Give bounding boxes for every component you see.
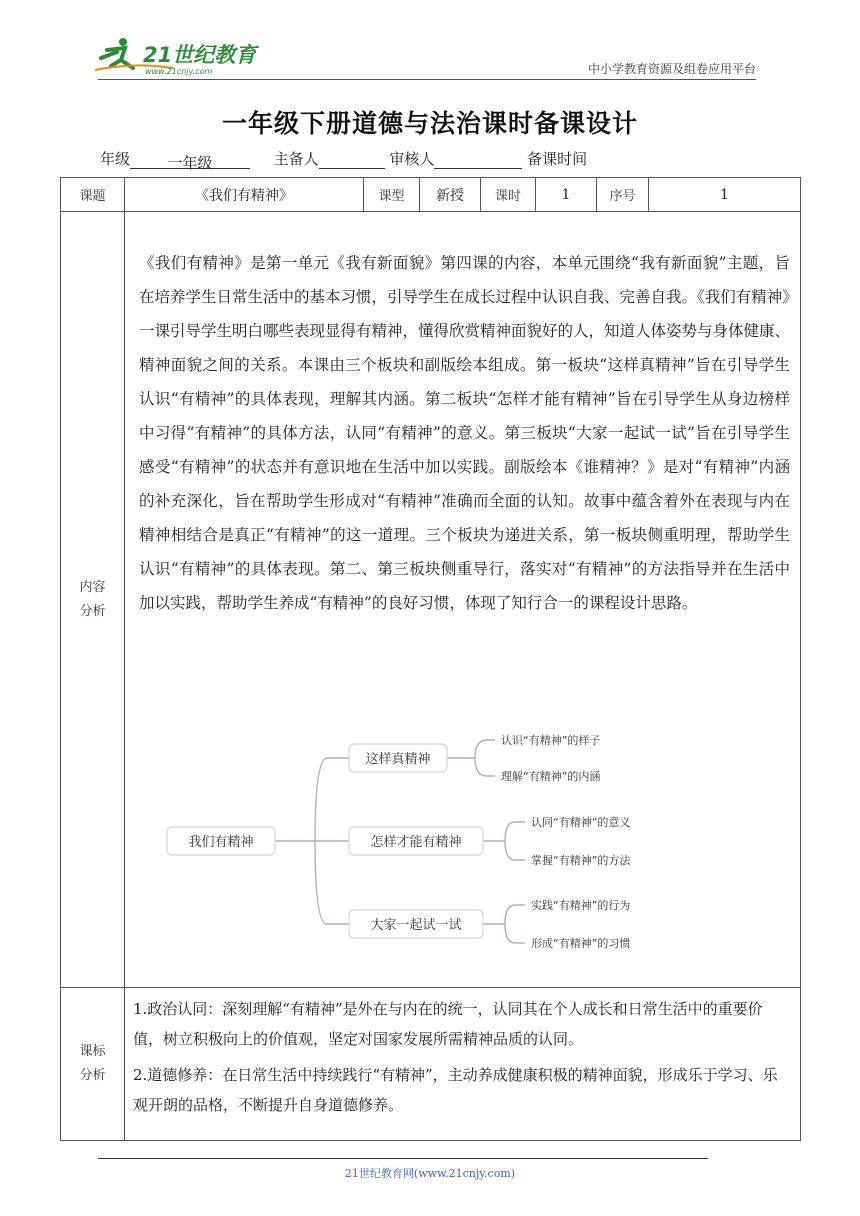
seq-label: 序号 xyxy=(597,178,649,212)
reviewer-blank xyxy=(434,152,522,169)
footer-text: 21世纪教育网(www.21cnjy.com) xyxy=(344,1167,516,1180)
content-paragraph: 《我们有精神》是第一单元《我有新面貌》第四课的内容，本单元围绕“我有新面貌”主题，旨在培养学生日常生活中的基本习惯，引导学生在成长过程中认识自我、完善自我。《我们有精神》一课引导学生明白哪些表现显得有精神，懂得欣赏精神面貌好的人，知道人体姿势与身体健康、精神面貌之间的关系。本课由三个板块和副版绘本组成。第一板块“这样真精神”旨在引导学生认识“有精神”的具体表现，理解其内涵。第二板块“怎样才能有精神”旨在引导学生从身边榜样中习得“有精神”的具体方法，认同“有精神”的意义。第三板块“大家一起试一试”旨在引导学生感受“有精神”的状态并有意识地在生活中加以实践。副版绘本《谁精神？》是对“有精神”内涵的补充深化，旨在帮助学生形成对“有精神”准确而全面的认知。故事中蕴含着外在表现与内在精神相结合是真正“有精神”的这一道理。三个板块为递进关系，第一板块侧重明理，帮助学生认识“有精神”的具体表现。第二、第三板块侧重导行，落实对“有精神”的方法指导并在生活中加以实践，帮助学生养成“有精神”的良好习惯，体现了知行合一的课程设计思路。 xyxy=(139,254,791,612)
branch-2: 怎样才能有精神 xyxy=(370,835,462,850)
reviewer-label: 审核人 xyxy=(389,150,435,168)
preparer-label: 主备人 xyxy=(273,150,319,168)
leaf-3-1: 实践“有精神”的行为 xyxy=(531,899,631,912)
period-value: 1 xyxy=(536,178,597,212)
standards-label xyxy=(61,988,125,1141)
grade-label: 年级 xyxy=(100,150,131,168)
header-divider xyxy=(98,79,756,80)
leaf-2-1: 认同“有精神”的意义 xyxy=(531,816,631,829)
type-label: 课型 xyxy=(364,178,420,212)
standard-item-1: 1.政治认同：深刻理解“有精神”是外在与内在的统一，认同其在个人成长和日常生活中的重要价值，树立积极向上的价值观，坚定对国家发展所需精神品质的认同。 xyxy=(133,1000,763,1048)
leaf-3-2: 形成“有精神”的习惯 xyxy=(531,937,631,950)
standard-item-2: 2.道德修养：在日常生活中持续践行“有精神”，主动养成健康积极的精神面貌，形成乐于学习、乐观开朗的品格，不断提升自身道德修养。 xyxy=(133,1066,778,1114)
time-label: 备课时间 xyxy=(527,150,588,168)
branch-1: 这样真精神 xyxy=(365,752,431,767)
topic-label: 课题 xyxy=(61,178,125,212)
page-title: 一年级下册道德与法治课时备课设计 xyxy=(221,109,638,138)
lesson-table xyxy=(60,177,801,1141)
topic-row xyxy=(61,178,801,212)
content-label-text: 内容分析 xyxy=(79,579,106,619)
seq-value: 1 xyxy=(649,178,801,212)
leaf-2-2: 掌握“有精神”的方法 xyxy=(531,854,631,867)
logo-url: www.21cnjy.com xyxy=(145,67,213,76)
site-logo xyxy=(93,36,263,78)
content-row xyxy=(61,212,801,988)
footer-divider xyxy=(98,1158,708,1159)
grade-value: 一年级 xyxy=(130,152,250,169)
mind-map xyxy=(165,716,705,956)
mindmap-root: 我们有精神 xyxy=(188,835,254,850)
period-label: 课时 xyxy=(481,178,536,212)
content-label xyxy=(61,212,125,988)
leaf-1-2: 理解“有精神”的内涵 xyxy=(501,770,601,783)
standards-label-text: 课标分析 xyxy=(79,1044,106,1083)
standards-cell xyxy=(125,988,801,1141)
preparer-blank xyxy=(319,152,385,169)
standards-row xyxy=(61,988,801,1141)
meta-line xyxy=(100,148,588,172)
branch-3: 大家一起试一试 xyxy=(370,918,462,933)
content-cell xyxy=(125,212,801,988)
type-value: 新授 xyxy=(420,178,481,212)
topic-value: 《我们有精神》 xyxy=(125,178,364,212)
logo-text: 21世纪教育 xyxy=(143,43,257,67)
leaf-1-1: 认识“有精神”的样子 xyxy=(501,734,601,747)
platform-text: 中小学教育资源及组卷应用平台 xyxy=(587,62,756,76)
